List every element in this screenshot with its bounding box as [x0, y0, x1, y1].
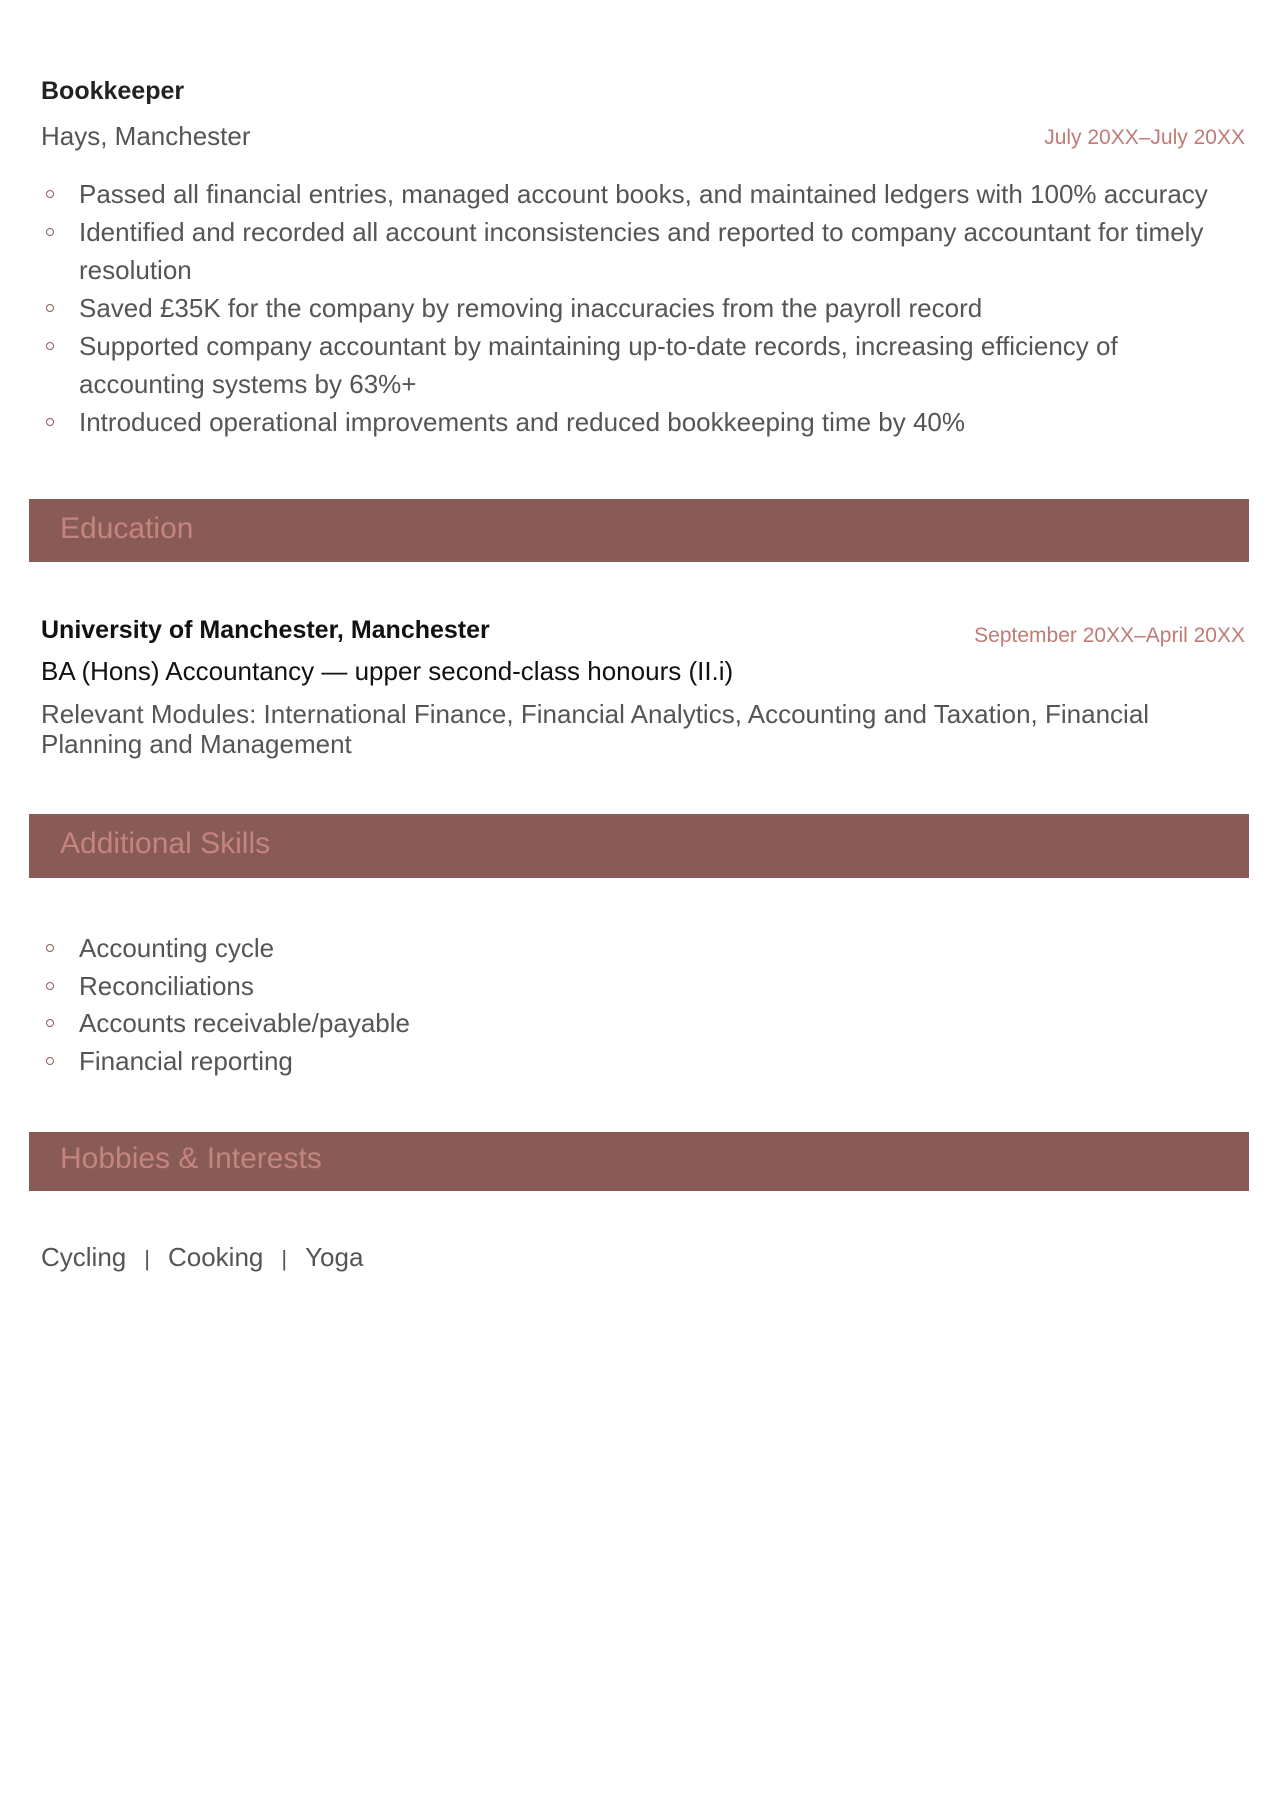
list-item: [0, 327, 1280, 399]
skill-text: Reconciliations: [79, 971, 254, 1001]
skills-section-header: [29, 814, 1249, 878]
bullet-circle-icon: [46, 304, 54, 312]
bullet-circle-icon: [46, 190, 54, 198]
list-item: [0, 403, 1280, 441]
job-title: Bookkeeper: [41, 77, 185, 105]
hobbies-section-header: [29, 1132, 1249, 1191]
list-item: [0, 967, 1280, 1005]
bullet-text: Passed all financial entries, managed account books, and maintained ledgers with 100% accuracy: [79, 179, 1208, 209]
bullet-circle-icon: [46, 982, 54, 990]
bullet-circle-icon: [46, 342, 54, 350]
skill-text: Financial reporting: [79, 1046, 293, 1076]
bullet-text: Supported company accountant by maintaining up-to-date records, increasing efficiency of: [79, 331, 1118, 361]
skill-text: Accounting cycle: [79, 933, 275, 963]
bullet-circle-icon: [46, 418, 54, 426]
bullet-text: Identified and recorded all account inconsistencies and reported to company accountant for timely: [79, 217, 1204, 247]
bullet-text-continued: resolution: [79, 255, 192, 285]
skill-text: Accounts receivable/payable: [79, 1008, 410, 1038]
bullet-text-continued: accounting systems by 63%+: [79, 369, 417, 399]
bullet-circle-icon: [46, 228, 54, 236]
hobby-item: Cooking: [167, 1242, 264, 1272]
hobbies-heading: Hobbies & Interests: [60, 1142, 322, 1175]
education-school: University of Manchester, Manchester: [41, 616, 490, 644]
bullet-circle-icon: [46, 1057, 54, 1065]
hobbies-line: [41, 1241, 363, 1275]
list-item: [0, 175, 1280, 213]
job-company: Hays, Manchester: [41, 121, 251, 151]
education-modules: Relevant Modules: International Finance, Financial Analytics, Accounting and Taxation, Financial Planning and Management: [41, 699, 1150, 759]
hobby-item: Yoga: [305, 1242, 364, 1272]
education-degree: BA (Hons) Accountancy — upper second-class honours (II.i): [41, 656, 734, 686]
education-section-header: [29, 499, 1249, 562]
education-date-range: September 20XX–April 20XX: [974, 624, 1245, 647]
bullet-text: Introduced operational improvements and reduced bookkeeping time by 40%: [79, 407, 965, 437]
bullet-circle-icon: [46, 944, 54, 952]
list-item: [0, 213, 1280, 285]
hobby-separator: |: [144, 1246, 150, 1271]
hobby-item: Cycling: [41, 1242, 127, 1272]
list-item: [0, 1004, 1280, 1042]
list-item: [0, 929, 1280, 967]
bullet-text: Saved £35K for the company by removing inaccuracies from the payroll record: [79, 293, 983, 323]
list-item: [0, 1042, 1280, 1080]
list-item: [0, 289, 1280, 327]
hobby-separator: |: [281, 1246, 288, 1271]
job-date-range: July 20XX–July 20XX: [1044, 126, 1245, 149]
education-heading: Education: [60, 512, 194, 545]
skills-heading: Additional Skills: [60, 827, 271, 860]
bullet-circle-icon: [46, 1019, 54, 1027]
